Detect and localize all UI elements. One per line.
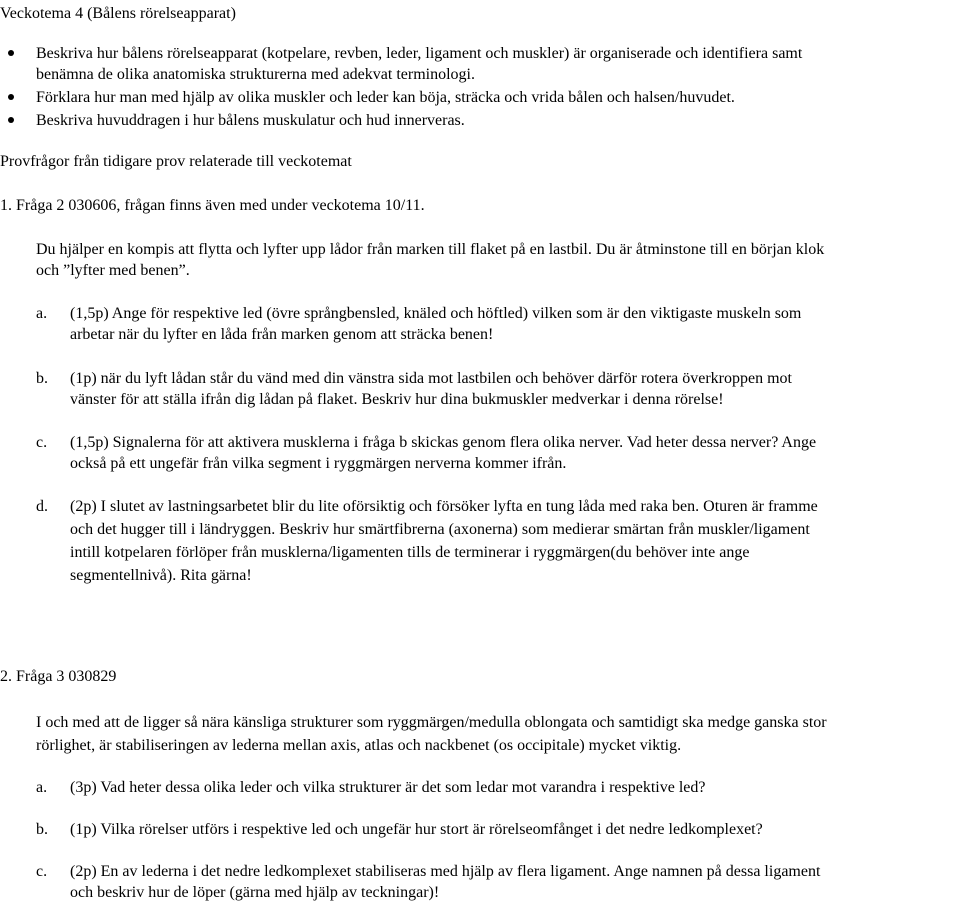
question-1-heading: 1. Fråga 2 030606, frågan finns även med under veckotema 10/11.	[0, 197, 425, 214]
item-label: d.	[36, 498, 48, 515]
question-1d-line-4: segmentellnivå). Rita gärna!	[70, 567, 252, 584]
question-1d-line-2: och det hugger till i ländryggen. Beskriv hur smärtfibrerna (axonerna) som medierar smärtan från muskler/ligament	[70, 521, 810, 538]
question-1b-line-1: (1p) när du lyft lådan står du vänd med din vänstra sida mot lastbilen och behöver därför rotera överkroppen mot	[70, 370, 792, 387]
question-1a-line-1: (1,5p) Ange för respektive led (övre språngbensled, knäled och höftled) vilken som är den viktigaste muskeln som	[70, 305, 802, 322]
question-2-heading: 2. Fråga 3 030829	[0, 668, 117, 685]
question-1d-line-3: intill kotpelaren förlöper från musklerna/ligamenten tills de terminerar i ryggmärgen(du behöver inte ange	[70, 544, 750, 561]
objective-1-line-1: Beskriva hur bålens rörelseapparat (kotpelare, revben, leder, ligament och muskler) är organiserade och identifiera samt	[36, 45, 803, 62]
question-2b-line-1: (1p) Vilka rörelser utförs i respektive led och ungefär hur stort är rörelseomfånget i det nedre ledkomplexet?	[70, 821, 763, 838]
question-2c-line-1: (2p) En av lederna i det nedre ledkomplexet stabiliseras med hjälp av flera ligament. Ange namnen på dessa ligament	[70, 863, 821, 880]
question-2c-line-2: och beskriv hur de löper (gärna med hjälp av teckningar)!	[70, 884, 440, 901]
item-label: a.	[36, 779, 48, 796]
section-heading: Provfrågor från tidigare prov relaterade till veckotemat	[0, 153, 352, 170]
objective-1-line-2: benämna de olika anatomiska strukturerna med adekvat terminologi.	[36, 66, 475, 83]
item-label: c.	[36, 863, 48, 880]
question-1b-line-2: vänster för att ställa ifrån dig lådan på flaket. Beskriv hur dina bukmuskler medverkar i denna rörelse!	[70, 391, 724, 408]
question-1d-line-1: (2p) I slutet av lastningsarbetet blir du lite oförsiktig och försöker lyfta en tung låda med raka ben. Oturen är framme	[70, 498, 818, 515]
item-label: c.	[36, 434, 48, 451]
objective-2-line-1: Förklara hur man med hjälp av olika muskler och leder kan böja, sträcka och vrida bålen och halsen/huvudet.	[36, 89, 735, 106]
question-2a-line-1: (3p) Vad heter dessa olika leder och vilka strukturer är det som ledar mot varandra i respektive led?	[70, 779, 706, 796]
item-label: b.	[36, 370, 48, 387]
question-1c-line-2: också på ett ungefär från vilka segment i ryggmärgen nerverna kommer ifrån.	[70, 455, 567, 472]
page-title: Veckotema 4 (Bålens rörelseapparat)	[0, 5, 236, 22]
bullet-icon	[8, 50, 14, 56]
question-1c-line-1: (1,5p) Signalerna för att aktivera musklerna i fråga b skickas genom flera olika nerver. Vad heter dessa nerver? Ange	[70, 434, 817, 451]
item-label: a.	[36, 305, 48, 322]
bullet-icon	[8, 94, 14, 100]
question-1-intro-line-2: och ”lyfter med benen”.	[36, 262, 190, 279]
question-2-intro-line-1: I och med att de ligger så nära känsliga strukturer som ryggmärgen/medulla oblongata och samtidigt ska medge ganska stor	[36, 714, 827, 731]
question-2-intro-line-2: rörlighet, är stabiliseringen av lederna mellan axis, atlas och nackbenet (os occipitale) mycket viktig.	[36, 737, 682, 754]
objective-3-line-1: Beskriva huvuddragen i hur bålens muskulatur och hud innerveras.	[36, 112, 465, 129]
question-1a-line-2: arbetar när du lyfter en låda från marken genom att sträcka benen!	[70, 326, 494, 343]
item-label: b.	[36, 821, 48, 838]
bullet-icon	[8, 117, 14, 123]
question-1-intro-line-1: Du hjälper en kompis att flytta och lyfter upp lådor från marken till flaket på en lastbil. Du är åtminstone till en början klok	[36, 241, 825, 258]
